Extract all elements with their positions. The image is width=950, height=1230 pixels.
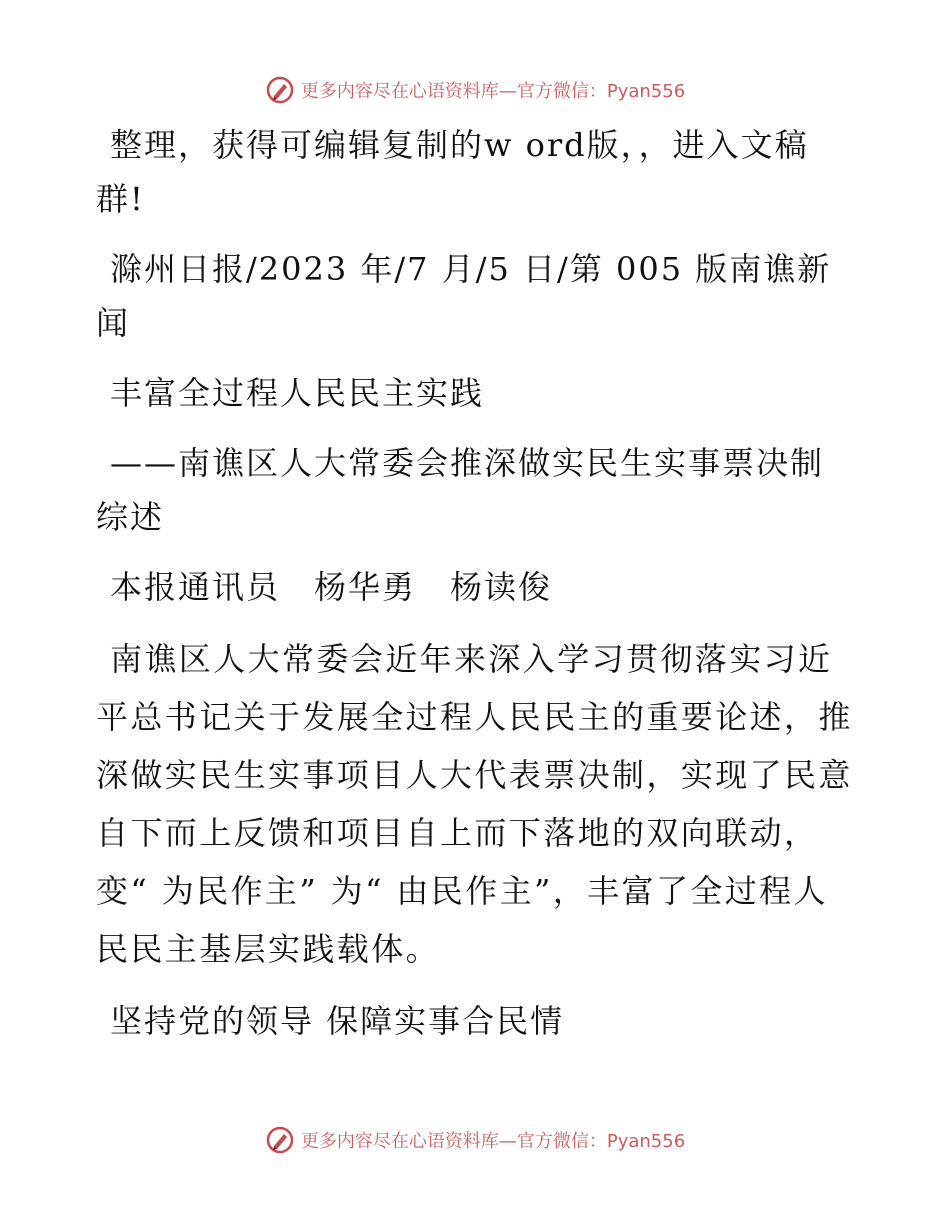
article-title: 丰富全过程人民民主实践 — [110, 374, 485, 412]
document-body — [96, 118, 856, 1064]
watermark-text: 更多内容尽在心语资料库—官方微信：Pyan556 — [300, 1131, 686, 1152]
pen-circle-logo-icon — [265, 75, 295, 105]
byline: 本报通讯员 杨华勇 杨读俊 — [110, 568, 553, 606]
header-watermark — [0, 70, 950, 110]
pen-circle-logo-icon — [265, 1125, 295, 1155]
article-subtitle: ——南谯区人大常委会推深做实民生实事票决制综述 — [96, 444, 825, 536]
footer-watermark — [0, 1120, 950, 1160]
body-paragraph: 南谯区人大常委会近年来深入学习贯彻落实习近平总书记关于发展全过程人民民主的重要论述，推深做实民生实事项目人大代表票决制，实现了民意自下而上反馈和项目自上而下落地的双向联动，变“ 为民作主” 为“ 由民作主”，丰富了全过程人民民主基层实践载体。 — [96, 640, 853, 968]
source-line: 滁州日报/2023 年/7 月/5 日/第 005 版南谯新闻 — [96, 250, 832, 342]
watermark-text: 更多内容尽在心语资料库—官方微信：Pyan556 — [300, 81, 686, 102]
section-heading: 坚持党的领导 保障实事合民情 — [110, 1002, 565, 1040]
intro-paragraph: 整理，获得可编辑复制的w ord版，，进入文稿群! — [96, 126, 809, 218]
